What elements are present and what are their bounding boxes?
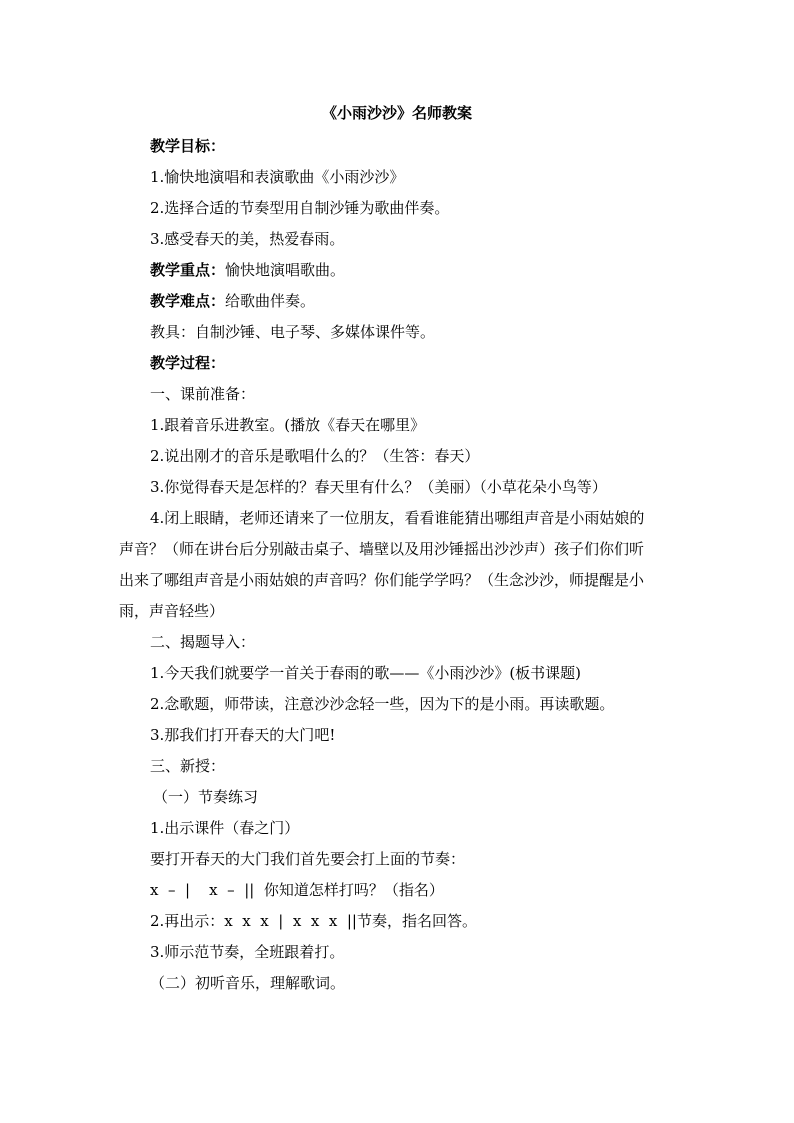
objectives-heading: 教学目标： — [150, 137, 226, 155]
section-heading: 三、新授： — [150, 757, 226, 775]
objective-item: 3.感受春天的美，热爱春雨。 — [150, 230, 345, 248]
section-item: 3.那我们打开春天的大门吧! — [150, 726, 336, 744]
objective-item: 2.选择合适的节奏型用自制沙锤为歌曲伴奏。 — [150, 199, 450, 217]
rhythm-line: x – | x – || 你知道怎样打吗？（指名） — [150, 881, 444, 899]
document-title: 《小雨沙沙》名师教案 — [321, 104, 472, 122]
document-body — [119, 131, 670, 999]
tools-line: 教具：自制沙锤、电子琴、多媒体课件等。 — [150, 323, 436, 341]
section-heading: 二、揭题导入： — [150, 633, 256, 651]
paragraph-line: 4.闭上眼睛，老师还请来了一位朋友，看看谁能猜出哪组声音是小雨姑娘的 — [150, 509, 645, 527]
process-heading: 教学过程： — [150, 354, 226, 372]
key-point-label: 教学重点： — [150, 261, 226, 279]
section-item: 3.你觉得春天是怎样的？春天里有什么？（美丽）（小草花朵小鸟等） — [150, 478, 607, 496]
subsection-heading: （一）节奏练习 — [153, 788, 259, 806]
difficulty-label: 教学难点： — [150, 292, 226, 310]
section-heading: 一、课前准备： — [150, 385, 256, 403]
paragraph-line: 声音？（师在讲台后分别敲击桌子、墙壁以及用沙锤摇出沙沙声）孩子们你们听 — [119, 540, 645, 558]
section-item: 2.念歌题，师带读，注意沙沙念轻一些，因为下的是小雨。再读歌题。 — [150, 695, 615, 713]
key-point-text: 愉快地演唱歌曲。 — [225, 261, 346, 279]
difficulty-text: 给歌曲伴奏。 — [225, 292, 316, 310]
section-item-paragraph — [119, 503, 651, 627]
section-item: 1.今天我们就要学一首关于春雨的歌——《小雨沙沙》(板书课题) — [150, 664, 582, 682]
key-point-line — [150, 255, 670, 286]
paragraph-line: 出来了哪组声音是小雨姑娘的声音吗？你们能学学吗？（生念沙沙，师提醒是小 — [119, 571, 645, 589]
section-item: 要打开春天的大门我们首先要会打上面的节奏： — [150, 850, 466, 868]
paragraph-line: 雨，声音轻些） — [119, 602, 225, 620]
section-item: 1.跟着音乐进教室。(播放《春天在哪里》 — [150, 416, 426, 434]
objective-item: 1.愉快地演唱和表演歌曲《小雨沙沙》 — [150, 168, 405, 186]
subsection-heading: （二）初听音乐，理解歌词。 — [150, 974, 346, 992]
section-item: 2.再出示：x x x | x x x ||节奏，指名回答。 — [150, 912, 477, 930]
section-item: 3.师示范节奏，全班跟着打。 — [150, 943, 345, 961]
section-item: 1.出示课件（春之门） — [150, 819, 300, 837]
difficulty-line — [150, 286, 670, 317]
section-item: 2.说出刚才的音乐是歌唱什么的？（生答：春天） — [150, 447, 480, 465]
